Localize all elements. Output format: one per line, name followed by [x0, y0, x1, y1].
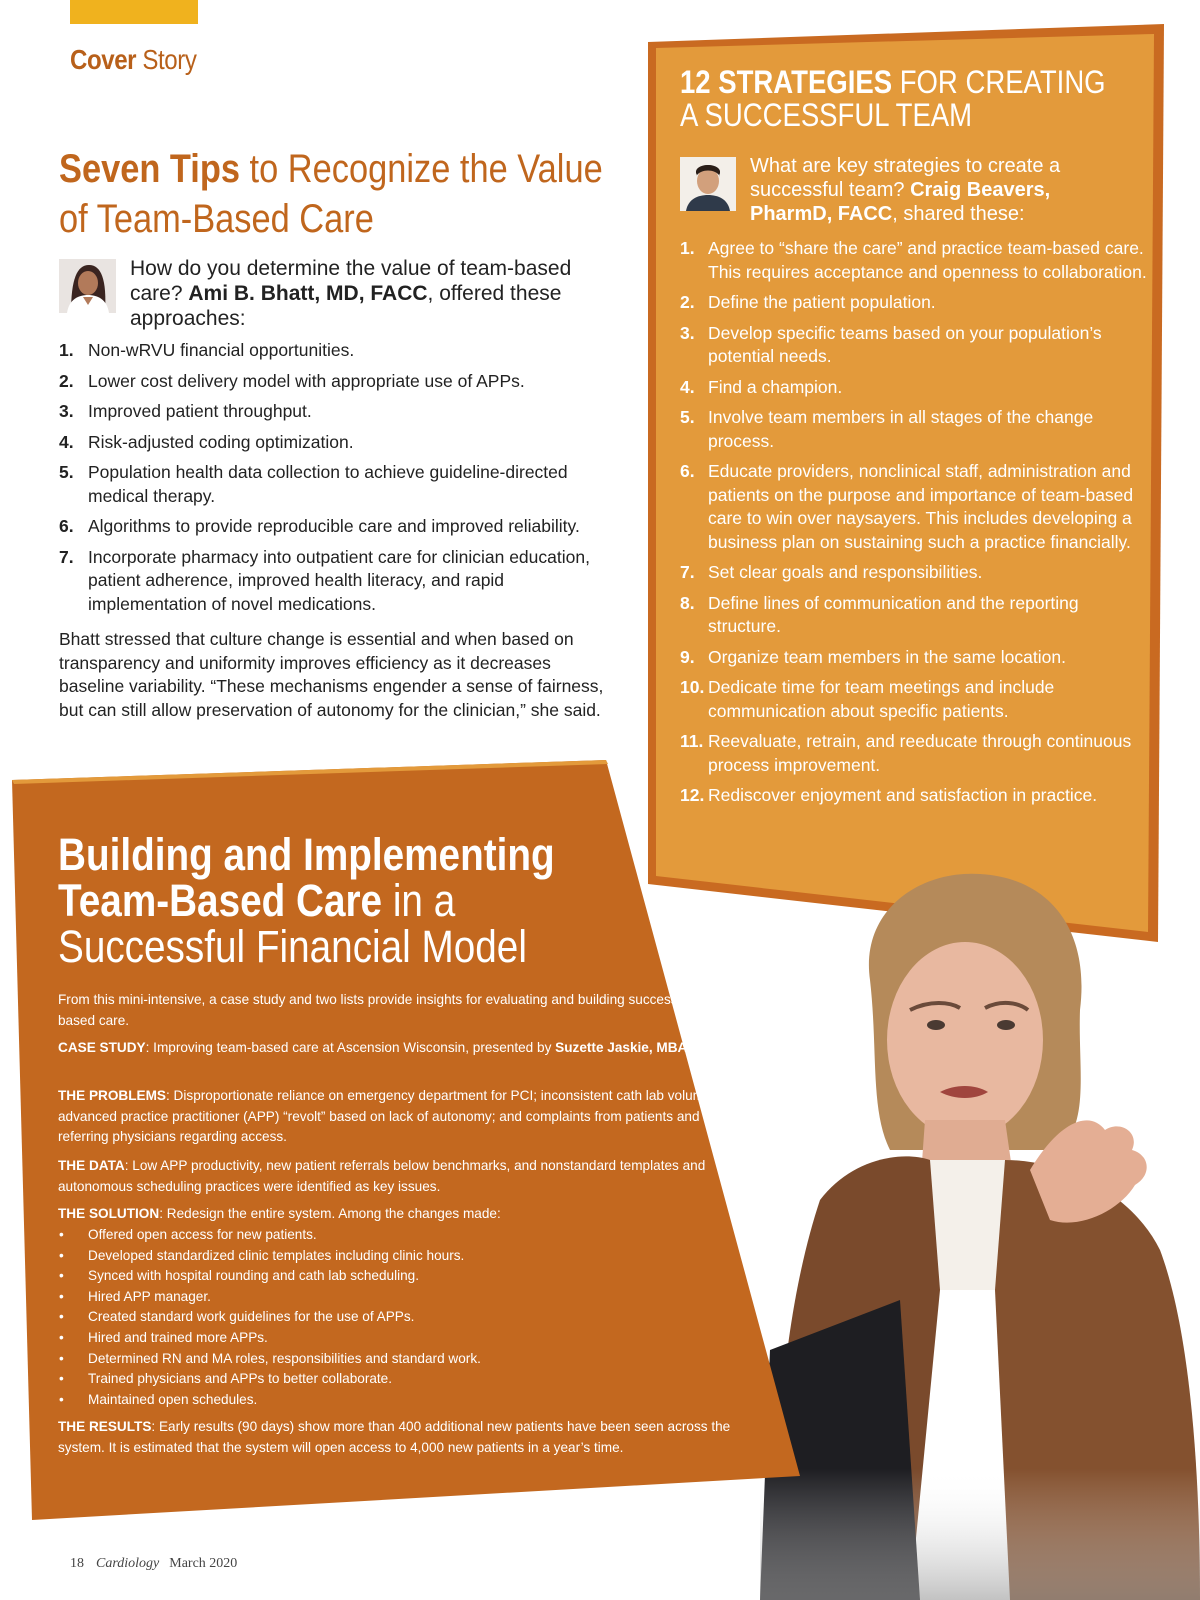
- list-item: 11. Reevaluate, retrain, and reeducate through continuous process improvement.: [680, 731, 1132, 775]
- strategies-list: [680, 237, 1150, 815]
- list-item: • Synced with hospital rounding and cath lab scheduling.: [59, 1268, 420, 1284]
- list-item: • Hired and trained more APPs.: [59, 1329, 268, 1345]
- list-item: 2. Define the patient population.: [680, 292, 936, 312]
- beavers-headshot-photo: [680, 157, 736, 211]
- list-item: 4. Risk-adjusted coding optimization.: [59, 431, 354, 452]
- list-item: 6. Educate providers, nonclinical staff, administration and patients on the purpose and importance of team-based care to win over naysayers. This includes developing a business plan on sustaining such a practice financially.: [680, 461, 1134, 552]
- case-study-paragraph: CASE STUDY: Improving team-based care at Ascension Wisconsin, presented by Suzette Jaskie, MBA.: [58, 1040, 692, 1055]
- results-paragraph: THE RESULTS: Early results (90 days) show more than 400 additional new patients have been seen across the system. It is estimated that the system will open access to 4,000 new patients in a year’s time.: [58, 1419, 731, 1455]
- list-item: 2. Lower cost delivery model with appropriate use of APPs.: [59, 370, 525, 391]
- tips-title: Seven Tips to Recognize the Value of Team-Based Care: [59, 147, 603, 241]
- list-item: • Offered open access for new patients.: [59, 1227, 317, 1242]
- page-number: 18: [70, 1556, 84, 1571]
- building-title: Building and Implementing Team-Based Care in a Successful Financial Model: [58, 829, 555, 972]
- bhatt-headshot-photo: [59, 259, 116, 313]
- strategies-intro: What are key strategies to create a successful team? Craig Beavers, PharmD, FACC, shared these:: [750, 155, 1061, 225]
- problems-paragraph: THE PROBLEMS: Disproportionate reliance on emergency department for PCI; inconsistent cath lab volume; an advanced practice practitioner (APP) “revolt” based on lack of autonomy; and complaints from patients and referring physicians regarding access.: [58, 1088, 735, 1144]
- solution-list: [58, 1225, 718, 1410]
- list-item: 1. Agree to “share the care” and practice team-based care. This requires acceptance and openness to collaboration.: [680, 238, 1147, 282]
- speaker-photo: [760, 870, 1200, 1600]
- building-intro: From this mini-intensive, a case study and two lists provide insights for evaluating and building successful team-based care.: [58, 992, 731, 1028]
- list-item: 10. Dedicate time for team meetings and include communication about specific patients.: [680, 677, 1055, 721]
- list-item: • Maintained open schedules.: [59, 1391, 258, 1407]
- tips-closing-paragraph: Bhatt stressed that culture change is essential and when based on transparency and uniformity improves efficiency as it decreases baseline variability. “These mechanisms engender a sense of fairness, but can still allow preservation of autonomy for the clinician,” she said.: [59, 629, 604, 720]
- list-item: 5. Population health data collection to achieve guideline-directed medical therapy.: [59, 462, 568, 506]
- solution-paragraph: THE SOLUTION: Redesign the entire system. Among the changes made:: [58, 1206, 501, 1221]
- tips-list: [59, 339, 619, 623]
- list-item: • Created standard work guidelines for the use of APPs.: [59, 1309, 415, 1325]
- list-item: 8. Define lines of communication and the reporting structure.: [680, 592, 1079, 636]
- list-item: 3. Develop specific teams based on your population’s potential needs.: [680, 322, 1102, 366]
- list-item: 4. Find a champion.: [680, 376, 843, 397]
- list-item: • Trained physicians and APPs to better collaborate.: [59, 1371, 393, 1387]
- magazine-name: Cardiology: [96, 1556, 160, 1571]
- strategies-title: 12 STRATEGIES FOR CREATING A SUCCESSFUL TEAM: [680, 64, 1106, 133]
- list-item: 7. Set clear goals and responsibilities.: [680, 562, 983, 582]
- list-item: 3. Improved patient throughput.: [59, 401, 312, 421]
- list-item: • Determined RN and MA roles, responsibilities and standard work.: [59, 1350, 481, 1366]
- data-paragraph: THE DATA: Low APP productivity, new patient referrals below benchmarks, and nonstandard templates and autonomous scheduling practices were identified as key issues.: [58, 1158, 706, 1194]
- list-item: 5. Involve team members in all stages of the change process.: [680, 407, 1094, 451]
- issue-date: March 2020: [169, 1556, 238, 1571]
- list-item: 9. Organize team members in the same location.: [680, 646, 1066, 667]
- page-footer: [70, 1556, 237, 1572]
- list-item: 12. Rediscover enjoyment and satisfaction in practice.: [680, 785, 1098, 805]
- list-item: 1. Non-wRVU financial opportunities.: [59, 340, 355, 360]
- section-label: Cover Story: [70, 44, 197, 75]
- list-item: 7. Incorporate pharmacy into outpatient care for clinician education, patient adherence, improved health literacy, and rapid implementation of novel medications.: [59, 546, 590, 614]
- header-accent-bar: [70, 0, 198, 24]
- list-item: • Developed standardized clinic templates including clinic hours.: [59, 1247, 465, 1263]
- tips-intro: How do you determine the value of team-based care? Ami B. Bhatt, MD, FACC, offered these approaches:: [130, 257, 572, 330]
- list-item: 6. Algorithms to provide reproducible care and improved reliability.: [59, 516, 580, 536]
- list-item: • Hired APP manager.: [59, 1288, 211, 1304]
